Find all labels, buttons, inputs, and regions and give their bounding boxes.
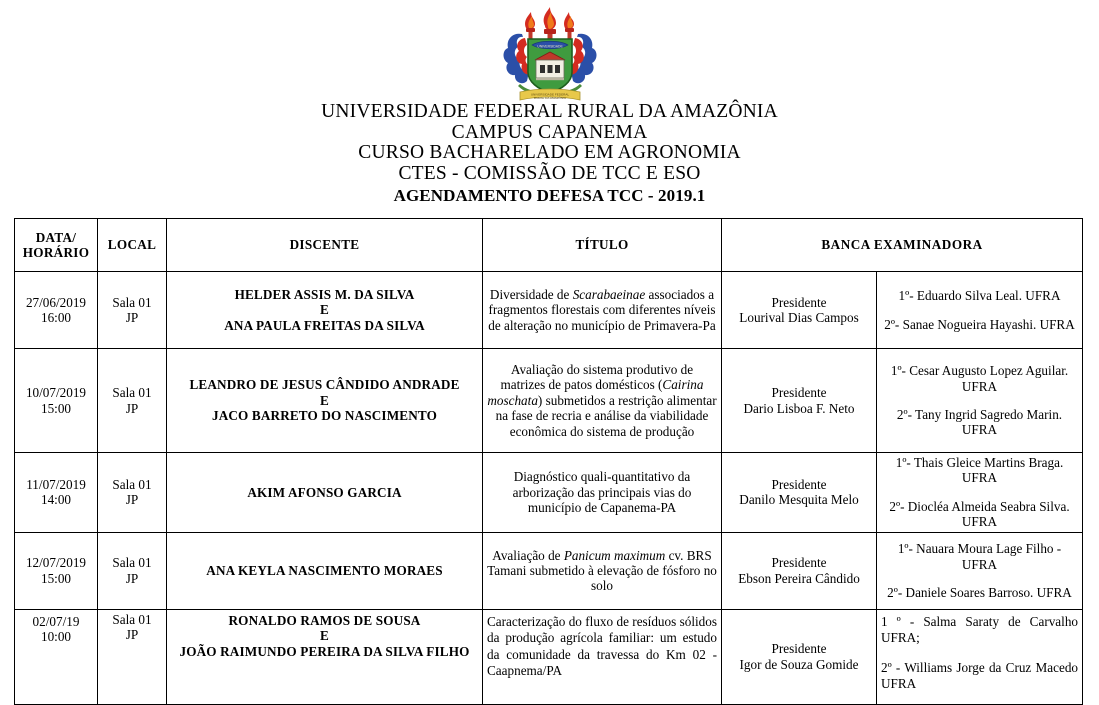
local-building: JP <box>125 400 139 416</box>
header-line-campus: CAMPUS CAPANEMA <box>451 121 648 143</box>
local-building: JP <box>125 310 139 325</box>
student-name: ANA KEYLA NASCIMENTO MORAES <box>206 563 443 579</box>
schedule-table <box>14 218 1083 705</box>
local-building: JP <box>125 627 139 643</box>
student-conjunction: E <box>320 302 329 318</box>
cell-data-horario <box>15 609 98 704</box>
cell-banca-membros <box>877 532 1083 609</box>
cell-presidente <box>722 453 877 533</box>
title-text: ) submetidos a restrição alimentar na fase de recria e análise da viabilidade econômica do sistema de produção <box>495 392 717 439</box>
schedule-table-container <box>14 218 1082 705</box>
title-scientific-name: Panicum maximum <box>563 547 666 563</box>
title-text: cv. BRS Tamani submetido à elevação de fósforo no solo <box>487 547 717 594</box>
header-line-course: CURSO BACHARELADO EM AGRONOMIA <box>358 142 741 164</box>
student-name: LEANDRO DE JESUS CÂNDIDO ANDRADE <box>189 377 460 393</box>
defense-time: 15:00 <box>40 400 72 416</box>
svg-text:UNIVERSIDADE: UNIVERSIDADE <box>536 44 563 49</box>
banca-member: 2º- Daniele Soares Barroso. UFRA <box>887 584 1072 600</box>
banca-member: 2º- Sanae Nogueira Hayashi. UFRA <box>884 316 1075 332</box>
header-line-university: UNIVERSIDADE FEDERAL RURAL DA AMAZÔNIA <box>321 101 778 122</box>
cell-banca-membros <box>877 349 1083 453</box>
defense-date: 27/06/2019 <box>25 294 87 310</box>
local-building: JP <box>125 570 139 586</box>
cell-local <box>98 272 167 349</box>
table-row <box>15 532 1083 609</box>
title-text: Avaliação de <box>492 547 564 563</box>
ufra-coat-of-arms-icon <box>498 6 602 104</box>
president-name: Lourival Dias Campos <box>739 310 859 325</box>
banca-member: 1º- Eduardo Silva Leal. UFRA <box>898 288 1061 304</box>
member-spacer <box>881 647 1078 660</box>
banca-member: 2º- Diocléa Almeida Seabra Silva. UFRA <box>889 498 1070 530</box>
president-label: Presidente <box>771 476 827 492</box>
defense-time: 15:00 <box>40 570 72 586</box>
title-text: Avaliação do sistema produtivo de matrizes de patos domésticos ( <box>500 361 694 393</box>
defense-time: 10:00 <box>40 629 72 645</box>
banca-member: 1º- Cesar Augusto Lopez Aguilar. UFRA <box>890 363 1069 394</box>
president-label: Presidente <box>771 294 827 310</box>
local-room: Sala 01 <box>112 555 152 571</box>
banca-member: 1º- Thais Gleice Martins Braga. UFRA <box>895 455 1064 486</box>
defense-date: 02/07/19 <box>32 613 80 629</box>
cell-titulo <box>483 453 722 533</box>
table-row <box>15 349 1083 453</box>
president-label: Presidente <box>771 385 827 401</box>
president-name: Igor de Souza Gomide <box>739 656 859 672</box>
table-body <box>15 272 1083 705</box>
cell-titulo <box>483 532 722 609</box>
student-name: AKIM AFONSO GARCIA <box>247 484 402 500</box>
document-header <box>0 102 1099 205</box>
cell-titulo <box>483 349 722 453</box>
column-header-local: LOCAL <box>98 219 167 272</box>
column-header-data-horario <box>15 219 98 272</box>
table-row <box>15 609 1083 704</box>
student-conjunction: E <box>320 628 329 644</box>
local-room: Sala 01 <box>112 294 152 310</box>
student-conjunction: E <box>320 392 329 408</box>
defense-time: 16:00 <box>40 310 72 325</box>
defense-date: 11/07/2019 <box>26 476 86 492</box>
cell-presidente <box>722 272 877 349</box>
title-text: Diversidade de <box>489 286 573 302</box>
table-header <box>15 219 1083 272</box>
cell-data-horario <box>15 532 98 609</box>
member-spacer <box>881 394 1078 407</box>
title-scientific-name: Cairina moschata <box>487 377 704 408</box>
column-header-banca-examinadora: BANCA EXAMINADORA <box>722 219 1083 272</box>
cell-discente <box>167 532 483 609</box>
banca-member: 2º - Williams Jorge da Cruz Macedo UFRA <box>881 659 1079 692</box>
cell-discente <box>167 609 483 704</box>
cell-local <box>98 609 167 704</box>
president-label: Presidente <box>771 555 827 571</box>
cell-titulo <box>483 609 722 704</box>
cell-data-horario <box>15 349 98 453</box>
student-name: JACO BARRETO DO NASCIMENTO <box>211 408 438 424</box>
cell-banca-membros <box>877 272 1083 349</box>
table-header-row <box>15 219 1083 272</box>
crest-container <box>0 0 1099 100</box>
student-name: RONALDO RAMOS DE SOUSA <box>228 612 421 628</box>
svg-text:UNIVERSIDADE FEDERAL: UNIVERSIDADE FEDERAL <box>530 92 569 97</box>
defense-date: 12/07/2019 <box>25 555 87 571</box>
table-row <box>15 453 1083 533</box>
local-building: JP <box>125 492 139 508</box>
member-spacer <box>881 304 1078 317</box>
cell-presidente <box>722 532 877 609</box>
column-header-titulo: TÍTULO <box>483 219 722 272</box>
president-name: Ebson Pereira Cândido <box>738 570 860 586</box>
title-text: associados a fragmentos florestais com diferentes níveis de alteração no município de Primavera-Pa <box>488 286 716 333</box>
cell-banca-membros <box>877 609 1083 704</box>
cell-discente <box>167 272 483 349</box>
column-header-data-line2: HORÁRIO <box>22 245 90 260</box>
table-row <box>15 272 1083 349</box>
banca-member: 2º- Tany Ingrid Sagredo Marin. UFRA <box>896 407 1063 438</box>
svg-text:RURAL DA AMAZÔNIA: RURAL DA AMAZÔNIA <box>533 96 566 100</box>
cell-titulo <box>483 272 722 349</box>
cell-banca-membros <box>877 453 1083 533</box>
member-spacer <box>881 572 1078 585</box>
title-text: Diagnóstico quali-quantitativo da arborização das principais vias do município de Capanema-PA <box>512 469 692 516</box>
cell-discente <box>167 349 483 453</box>
cell-local <box>98 532 167 609</box>
cell-local <box>98 453 167 533</box>
cell-data-horario <box>15 453 98 533</box>
header-line-commission: CTES - COMISSÃO DE TCC E ESO <box>398 162 701 184</box>
president-name: Dario Lisboa F. Neto <box>743 400 855 416</box>
president-name: Danilo Mesquita Melo <box>739 492 859 508</box>
cell-presidente <box>722 609 877 704</box>
header-line-title: AGENDAMENTO DEFESA TCC - 2019.1 <box>393 185 706 205</box>
column-header-discente: DISCENTE <box>167 219 483 272</box>
cell-presidente <box>722 349 877 453</box>
banca-member: 1 º - Salma Saraty de Carvalho UFRA; <box>881 613 1079 646</box>
local-room: Sala 01 <box>112 476 152 492</box>
title-text: Caracterização do fluxo de resíduos sólidos da produção agrícola familiar: um estudo da comunidade da travessa do Km 02 - Caapnema/PA <box>487 613 717 679</box>
student-name: JOÃO RAIMUNDO PEREIRA DA SILVA FILHO <box>179 643 470 659</box>
president-label: Presidente <box>771 641 827 657</box>
member-spacer <box>881 486 1078 499</box>
local-room: Sala 01 <box>112 385 152 401</box>
cell-local <box>98 349 167 453</box>
local-room: Sala 01 <box>112 611 152 627</box>
title-scientific-name: Scarabaeinae <box>572 286 646 302</box>
defense-time: 14:00 <box>40 492 72 508</box>
column-header-data-line1: DATA/ <box>35 229 77 245</box>
defense-date: 10/07/2019 <box>25 385 87 401</box>
banca-member: 1º- Nauara Moura Lage Filho - UFRA <box>897 541 1062 572</box>
student-name: HELDER ASSIS M. DA SILVA <box>234 286 415 302</box>
cell-discente <box>167 453 483 533</box>
cell-data-horario <box>15 272 98 349</box>
student-name: ANA PAULA FREITAS DA SILVA <box>224 317 425 333</box>
